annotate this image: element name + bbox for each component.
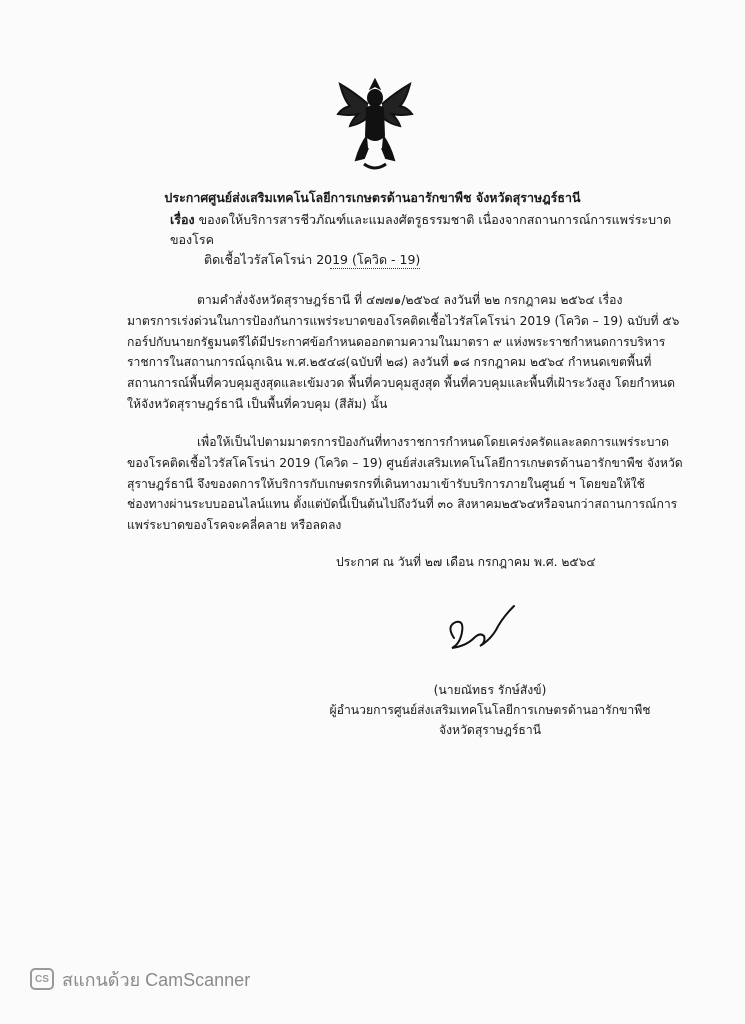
subject-line-2: ติดเชื้อไวรัสโคโรน่า 2019 (โควิด - 19) [204,252,421,267]
handwritten-signature [440,600,520,655]
subject-line-1: ของดให้บริการสารชีวภัณฑ์และแมลงศัตรูธรรมชาติ เนื่องจากสถานการณ์การแพร่ระบาดของโรค [170,212,672,247]
signer-name: (นายณัทธร รักษ์สังข์) [433,683,547,697]
dotted-divider [330,268,420,269]
paragraph-line: มาตรการเร่งด่วนในการป้องกันการแพร่ระบาดของโรคติดเชื้อไวรัสโคโรน่า 2019 (โควิด – 19) ฉบับที่ ๕๖ [127,313,680,328]
paragraph-line: ของโรคติดเชื้อไวรัสโคโรน่า 2019 (โควิด – 19) ศูนย์ส่งเสริมเทคโนโลยีการเกษตรด้านอารักขาพืช จังหวัด [127,455,683,470]
paragraph-2 [127,432,683,536]
paragraph-1 [127,290,679,415]
paragraph-line: ราชการในสถานการณ์ฉุกเฉิน พ.ศ.๒๕๔๘(ฉบับที่ ๒๘) ลงวันที่ ๑๘ กรกฎาคม ๒๕๖๔ กำหนดเขตพื้นที่ [127,355,652,370]
paragraph-line: กอร์ปกับนายกรัฐมนตรีได้มีประกาศข้อกำหนดออกตามความในมาตรา ๙ แห่งพระราชกำหนดการบริหาร [127,334,666,349]
announcement-title: ประกาศศูนย์ส่งเสริมเทคโนโลยีการเกษตรด้านอารักขาพืช จังหวัดสุราษฎร์ธานี [164,190,581,205]
paragraph-line: แพร่ระบาดของโรคจะคลี่คลาย หรือลดลง [127,518,342,533]
paragraph-line: เพื่อให้เป็นไปตามมาตรการป้องกันที่ทางราชการกำหนดโดยเคร่งครัดและลดการแพร่ระบาด [197,435,670,449]
signer-province: จังหวัดสุราษฎร์ธานี [438,723,542,737]
paragraph-line: ช่องทางผ่านระบบออนไลน์แทน ตั้งแต่บัดนี้เป็นต้นไปถึงวันที่ ๓๐ สิงหาคม๒๕๖๔หรือจนกว่าสถานการณ์การ [127,497,678,512]
camscanner-logo-icon: CS [30,968,54,990]
paragraph-line: ตามคำสั่งจังหวัดสุราษฎร์ธานี ที่ ๔๗๗๑/๒๕๖๔ ลงวันที่ ๒๒ กรกฎาคม ๒๕๖๔ เรื่อง [197,293,623,307]
announcement-date: ประกาศ ณ วันที่ ๒๗ เดือน กรกฎาคม พ.ศ. ๒๕๖๔ [336,555,596,569]
signer-position: ผู้อำนวยการศูนย์ส่งเสริมเทคโนโลยีการเกษตรด้านอารักขาพืช [329,703,651,717]
subject-block [170,210,690,270]
camscanner-watermark [30,966,250,992]
paragraph-line: สุราษฎร์ธานี จึงของดการให้บริการกับเกษตรกรที่เดินทางมาเข้ารับบริการภายในศูนย์ ฯ โดยขอให้ใช้ [127,476,645,491]
paragraph-line: ให้จังหวัดสุราษฎร์ธานี เป็นพื้นที่ควบคุม (สีส้ม) นั้น [127,396,388,411]
garuda-emblem-icon [334,74,416,174]
signer-block [300,680,680,740]
subject-label: เรื่อง [170,212,195,227]
paragraph-line: สถานการณ์พื้นที่ควบคุมสูงสุดและเข้มงวด พื้นที่ควบคุมสูงสุด พื้นที่ควบคุมและพื้นที่เฝ้าระวังสูง โดยกำหนด [127,376,676,391]
watermark-text: สแกนด้วย CamScanner [62,969,251,990]
